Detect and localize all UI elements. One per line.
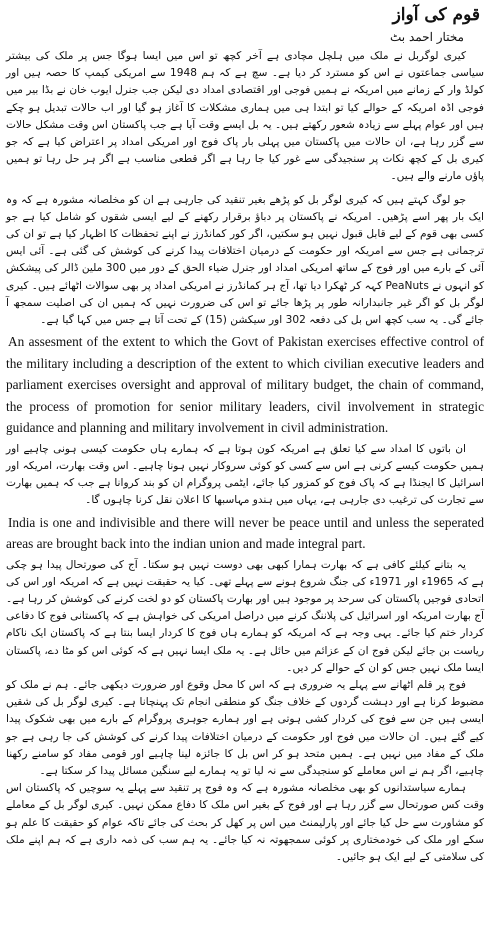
urdu-paragraph-1: کیری لوگربل نے ملک میں ہلچل مچادی ہے آخر کچھ تو اس میں ایسا ہوگا جس پر ملک کی بیشتر سیاسی جماعتوں نے اس کو مسترد کر دیا ہے۔ سچ ہے کہ ہم 1948 سے امریکی کیمپ کا حصہ ہیں اور کولڈ وار کے زمانے میں امریکہ نے ہمیں فوجی اور اقتصادی امداد دی لیکن جب جنرل ایوب خان نے بڈا بیر میں فوجی اڈہ امریکہ کے حوالے کیا تو ابتدا ہی میں ہماری مشکلات کا آغاز ہو گیا اور اب حالات تبدیل ہو چکے ہیں اور عوام پہلے سے زیادہ شعور رکھتے ہیں۔ یہ بل ایسے وقت آیا ہے جب پاکستان اس وقت مشکل حالات سے گزر رہا ہے، ان حالات میں پاکستان میں پہلی بار پاک فوج اور امریکی امداد پر اعتراض کیا ہے کہ جو کیری بل کے کچھ نکات پر سنجیدگی سے غور کیا جا رہا ہے اگر قطعی مناسب ہے اگر ہر حل رہا تو ہمیں پاؤں مارنے والے ہیں۔ bbox=[6, 50, 484, 183]
urdu-paragraph-6: ہمارے سیاستدانوں کو بھی مخلصانہ مشورہ ہے کہ وہ فوج پر تنقید سے پہلے یہ سوچیں کہ پاکستان اس وقت کس صورتحال سے گزر رہا ہے اور فوج کے بغیر اس ملک کا دفاع ممکن نہیں۔ کیری لوگر بل کے معاملے کو مشاورت سے حل کیا جائے اور پارلیمنٹ میں اس پر کھل کر بحث کی جائے تاکہ عوام کو حقیقت کا علم ہو سکے اور ملک کی خودمختاری پر کوئی سمجھوتہ نہ کیا جائے۔ یہ ہم سب کی ذمہ داری ہے کہ ہم اپنے ملک کی سلامتی کے لیے ایک ہو جائیں۔ bbox=[6, 782, 484, 864]
urdu-paragraph-4: یہ بتانے کیلئے کافی ہے کہ بھارت ہمارا کبھی بھی دوست نہیں ہو سکتا۔ آج کی صورتحال پیدا ہو چکی ہے کہ 1965ء اور 1971ء کی جنگ شروع ہونے سے پہلے تھی۔ کیا یہ حقیقت نہیں ہے کہ امریکہ اور اس کی اتحادی فوجیں پاکستان کی سرحد پر موجود ہیں اور بھارت پاکستان کو دو لخت کرنے کی کوشش کر رہا ہے۔ آج بھارت امریکہ اور اسرائیل کی پلاننگ کرنے میں دراصل امریکی کی خواہش ہے کہ پاکستانی فوج کا دفاعی کردار ختم کیا جائے۔ یہی وجہ ہے کہ امریکہ کو ہمارے ہاں فوج کا کردار ایسا بنتا ہے کہ پاکستان ایک ناکام ریاست بن جائے لیکن فوج ان کے عزائم میں حائل ہے۔ یہ ملک ایسا نہیں ہے کہ کوئی اس کو مٹا دے، پاکستان ایسا ملک نہیں جس کو ان کے حوالے کر دیں۔ bbox=[6, 558, 484, 674]
column-header bbox=[6, 4, 484, 46]
urdu-paragraph-5: فوج پر قلم اٹھانے سے پہلے یہ ضروری ہے کہ اس کا محل وقوع اور ضرورت دیکھی جائے۔ ہم نے ملک کو مضبوط کرنا ہے اور دہشت گردوں کے خلاف جنگ کو منطقی انجام تک پہنچانا ہے۔ کیری لوگر بل کی شقیں ایسی ہیں جن سے فوج کی کردار کشی ہوتی ہے اور ہمارے جوہری پروگرام کے بارے میں بھی شکوک پیدا کیے گئے ہیں۔ ان حالات میں فوج اور حکومت کے درمیان اختلافات پیدا کرنے کی کوشش کی جا رہی ہے جو ملک کے مفاد میں نہیں ہے۔ ہمیں متحد ہو کر اس بل کا جائزہ لینا چاہیے اور قومی مفاد کو سامنے رکھنا چاہیے، اگر ہم نے اس معاملے کو سنجیدگی سے نہ لیا تو یہ ہمارے لیے سنگین مسائل پیدا کر سکتا ہے۔ bbox=[6, 678, 484, 777]
english-quote-1: An assesment of the extent to which the Govt of Pakistan exercises effective control of the military including a description of the extent to which civilian executive leaders and parliament exercises oversight and approval of military budget, the chain of command, the process of promotion for senior military leaders, civil involvement in strategic guidance and planning and military involvement in civil administration. bbox=[6, 334, 484, 436]
english-quote-2: India is one and indivisible and there will never be peace until and unless the seperated areas are brought back into the indian union and made integral part. bbox=[6, 514, 484, 552]
urdu-paragraph-3: ان باتوں کا امداد سے کیا تعلق ہے امریکہ کون ہوتا ہے کہ ہمارے ہاں حکومت کیسی ہونی چاہیے اور ہمیں حکومت کیسے کرنی ہے اس سے کسی کو کوئی سروکار نہیں ہونا چاہیے۔ اس وقت بھارت، امریکہ اور اسرائیل کا ایجنڈا ہے کہ پاک فوج کو کمزور کیا جائے، ایٹمی پروگرام ان کو بند کروانا ہے جب کہ ہمیں بھارت سے تجارت کی ترغیب دی جارہی ہے، یہاں میں ہندو مہاسبھا کا اعلان نقل کرنا چاہوں گا۔ bbox=[6, 442, 484, 507]
author-name: مختار احمد بٹ bbox=[390, 30, 464, 44]
column-title: قوم کی آواز bbox=[392, 5, 480, 25]
urdu-paragraph-2: جو لوگ کہتے ہیں کہ کیری لوگر بل کو پڑھے بغیر تنقید کی جارہی ہے ان کو مخلصانہ مشورہ ہے کہ وہ ایک بار پھر اسے پڑھیں۔ امریکہ نے پاکستان پر دباؤ برقرار رکھنے کے لیے ایسی شقوں کو شامل کیا ہے جو کسی بھی قوم کے لیے قابل قبول نہیں ہو سکتیں، اگر کور کمانڈرز نے اپنے تحفظات کا اظہار کیا ہے تو ان کی ترجمانی ہے جس سے امریکہ اور حکومت کے درمیان اختلافات پیدا کرنے کی کوشش کی گئی ہے۔ آئی ایس آئی کے بارے میں اور فوج کے ساتھ امریکی امداد اور جنرل ضیاء الحق کے دور میں 300 ملین ڈالر کی پیشکش کو انہوں نے PeaNuts کہہ کر ٹھکرا دیا تھا، آج ہر کمانڈرز نے امریکی امداد پر بھی سوالات اٹھائے ہیں۔ کیری لوگر بل کو اگر غیر جانبدارانہ طور پر پڑھا جائے تو اس کی ضرورت نہیں کہ ہمیں ان کی اصلیت سمجھ آ جائے گی۔ یہ سب کچھ اس بل کی دفعہ 302 اور سیکشن (15) کے تحت آتا ہے جس میں کہا گیا ہے۔ bbox=[6, 193, 484, 327]
